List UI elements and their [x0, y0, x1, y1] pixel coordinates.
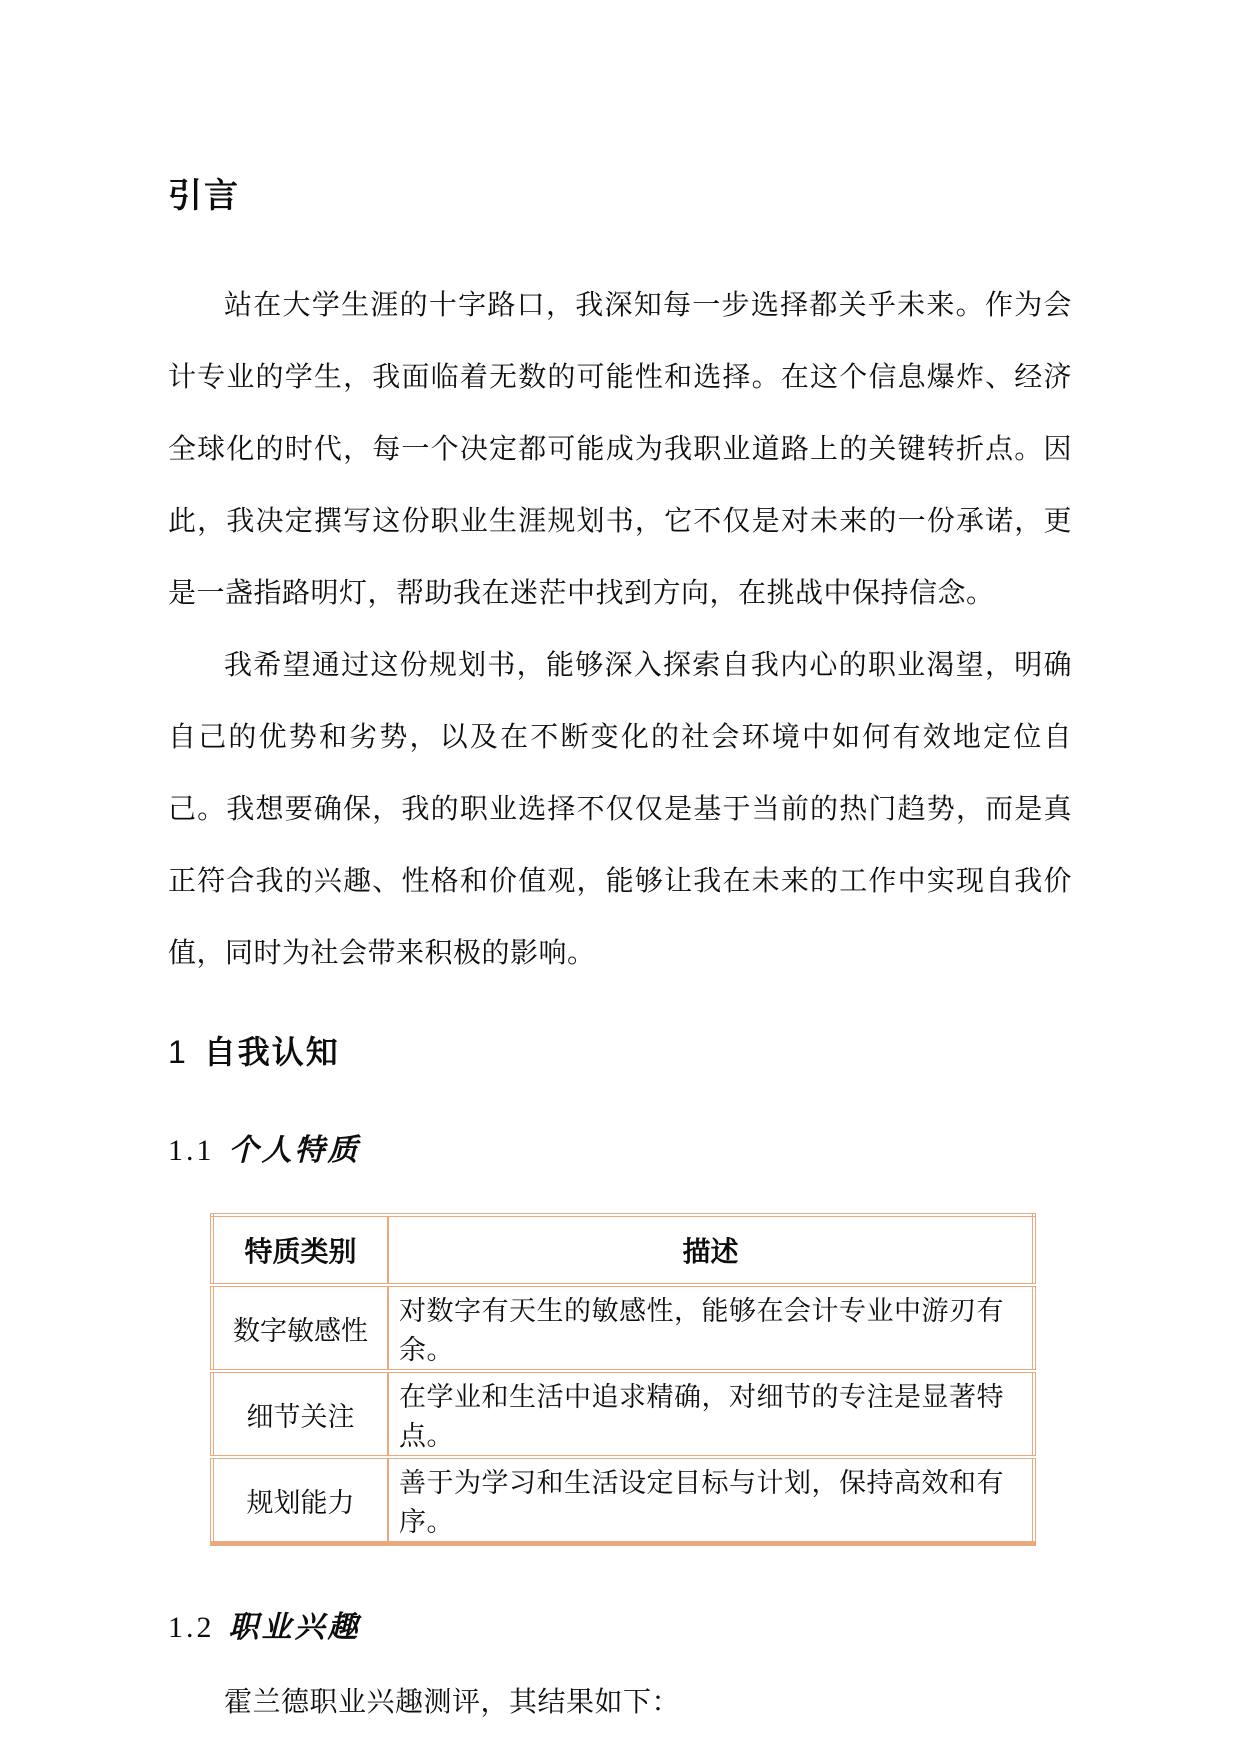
section-1-title: 自我认知 — [203, 1034, 340, 1070]
trait-category-cell: 数字敏感性 — [212, 1285, 388, 1371]
table-row — [212, 1457, 1034, 1544]
trait-category-cell: 规划能力 — [212, 1457, 388, 1544]
intro-paragraph-1: 站在大学生涯的十字路口，我深知每一步选择都关乎未来。作为会计专业的学生，我面临着无数的可能性和选择。在这个信息爆炸、经济全球化的时代，每一个决定都可能成为我职业道路上的关键转折点。因此，我决定撰写这份职业生涯规划书，它不仅是对未来的一份承诺，更是一盏指路明灯，帮助我在迷茫中找到方向，在挑战中保持信念。 — [168, 289, 1072, 608]
personal-traits-table — [210, 1213, 1036, 1546]
section-1-2-heading — [168, 1602, 1072, 1646]
table-header-description: 描述 — [388, 1215, 1034, 1285]
trait-description-cell: 善于为学习和生活设定目标与计划，保持高效和有序。 — [388, 1457, 1034, 1544]
table-row — [212, 1371, 1034, 1457]
section-1-2-title: 职业兴趣 — [228, 1611, 361, 1644]
trait-description-cell: 对数字有天生的敏感性，能够在会计专业中游刃有余。 — [388, 1285, 1034, 1371]
holland-test-paragraph: 霍兰德职业兴趣测评，其结果如下： — [224, 1686, 681, 1717]
section-1-1-number: 1.1 — [168, 1134, 215, 1167]
table-header-row — [212, 1215, 1034, 1285]
section-1-2-number: 1.2 — [168, 1611, 215, 1644]
section-1-heading — [168, 1027, 1072, 1073]
table-row — [212, 1285, 1034, 1371]
table-header-category: 特质类别 — [212, 1215, 388, 1285]
section-1-number: 1 — [168, 1034, 186, 1070]
section-1-1-heading — [168, 1125, 1072, 1169]
intro-paragraph-2: 我希望通过这份规划书，能够深入探索自我内心的职业渴望，明确自己的优势和劣势，以及在不断变化的社会环境中如何有效地定位自己。我想要确保，我的职业选择不仅仅是基于当前的热门趋势，而是真正符合我的兴趣、性格和价值观，能够让我在未来的工作中实现自我价值，同时为社会带来积极的影响。 — [168, 649, 1072, 968]
trait-category-cell: 细节关注 — [212, 1371, 388, 1457]
intro-heading: 引言 — [168, 177, 240, 215]
trait-description-cell: 在学业和生活中追求精确，对细节的专注是显著特点。 — [388, 1371, 1034, 1457]
section-1-1-title: 个人特质 — [228, 1134, 361, 1167]
